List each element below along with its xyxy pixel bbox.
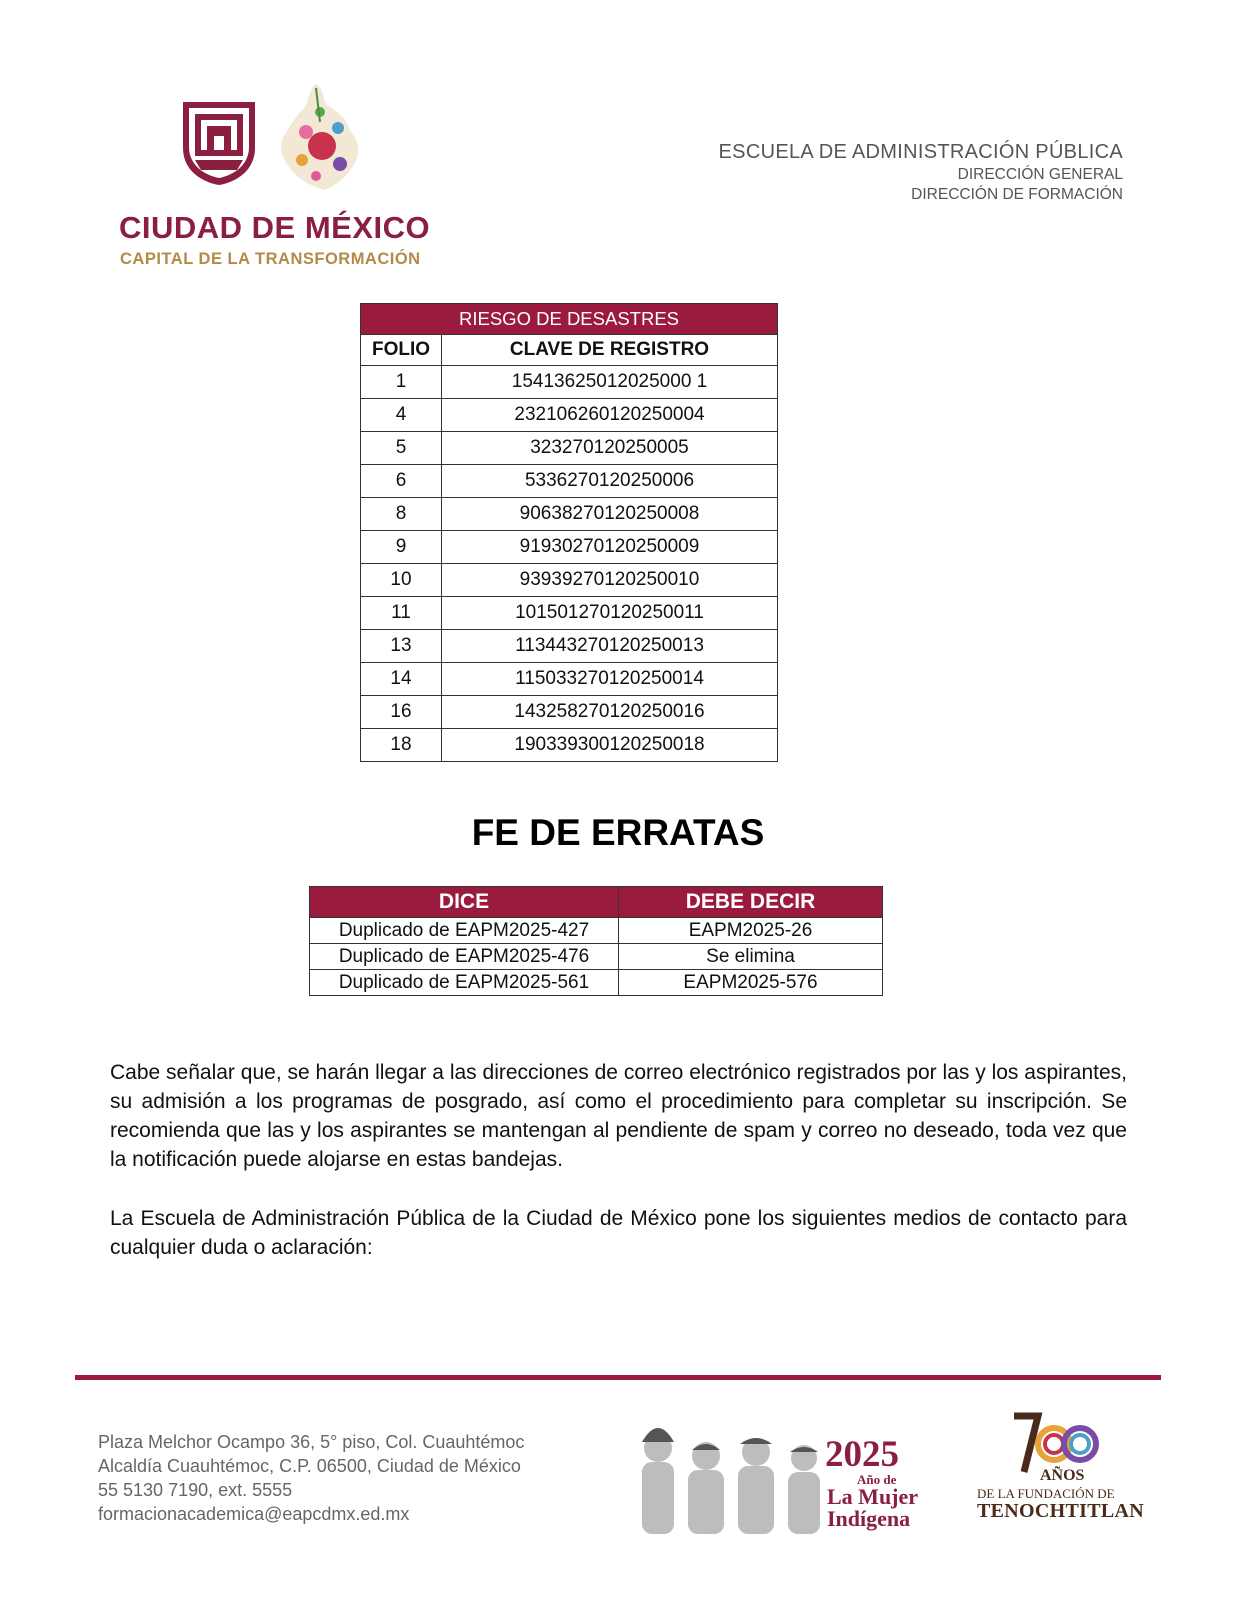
riesgo-row: [361, 432, 778, 465]
folio-cell: 11: [361, 597, 442, 630]
dice-cell: Duplicado de EAPM2025-427: [310, 918, 619, 944]
aniv-tenochtitlan: TENOCHTITLAN: [977, 1500, 1144, 1522]
folio-cell: 1: [361, 366, 442, 399]
dice-cell: Duplicado de EAPM2025-561: [310, 970, 619, 996]
col-header-clave: CLAVE DE REGISTRO: [442, 335, 778, 366]
indigenous-women-illustration: [628, 1414, 838, 1534]
erratas-table: [309, 886, 883, 996]
riesgo-row: [361, 729, 778, 762]
folio-cell: 16: [361, 696, 442, 729]
col-header-debe-decir: DEBE DECIR: [619, 887, 883, 918]
clave-cell: 90638270120250008: [442, 498, 778, 531]
org-name: ESCUELA DE ADMINISTRACIÓN PÚBLICA: [718, 141, 1123, 163]
folio-cell: 5: [361, 432, 442, 465]
riesgo-row: [361, 564, 778, 597]
org-header: [719, 141, 1123, 204]
clave-cell: 232106260120250004: [442, 399, 778, 432]
folio-cell: 14: [361, 663, 442, 696]
folio-cell: 9: [361, 531, 442, 564]
riesgo-table-title: RIESGO DE DESASTRES: [361, 304, 778, 335]
riesgo-row: [361, 465, 778, 498]
phone-number: 55 5130 7190, ext. 5555: [98, 1480, 293, 1500]
aniv-anos: AÑOS: [1040, 1467, 1085, 1484]
clave-cell: 101501270120250011: [442, 597, 778, 630]
riesgo-row: [361, 630, 778, 663]
debe-decir-cell: EAPM2025-26: [619, 918, 883, 944]
clave-cell: 323270120250005: [442, 432, 778, 465]
riesgo-row: [361, 399, 778, 432]
folio-cell: 6: [361, 465, 442, 498]
folio-cell: 18: [361, 729, 442, 762]
brand-name: CIUDAD DE MÉXICO: [119, 210, 431, 245]
body-paragraph-contact: La Escuela de Administración Pública de la Ciudad de México pone los siguientes medios de contacto para cualquier duda o aclaración:: [110, 1207, 1127, 1259]
folio-cell: 8: [361, 498, 442, 531]
clave-cell: 93939270120250010: [442, 564, 778, 597]
org-sub-general: DIRECCIÓN GENERAL: [957, 166, 1123, 183]
debe-decir-cell: Se elimina: [619, 944, 883, 970]
email-link[interactable]: formacionacademica@eapcdmx.ed.mx: [98, 1504, 410, 1524]
clave-cell: 115033270120250014: [442, 663, 778, 696]
errata-row: [310, 970, 883, 996]
col-header-folio: FOLIO: [361, 335, 442, 366]
riesgo-row: [361, 366, 778, 399]
footer-divider: [75, 1375, 1161, 1380]
address-line-2: Alcaldía Cuauhtémoc, C.P. 06500, Ciudad de México: [98, 1456, 521, 1476]
riesgo-table: [360, 303, 778, 762]
cdmx-map-logo: [276, 82, 364, 192]
clave-cell: 91930270120250009: [442, 531, 778, 564]
col-header-dice: DICE: [310, 887, 619, 918]
clave-cell: 113443270120250013: [442, 630, 778, 663]
folio-cell: 10: [361, 564, 442, 597]
cdmx-shield-logo: [181, 100, 257, 186]
footer-address: [98, 1430, 524, 1526]
aniv-fundacion: DE LA FUNDACIÓN DE: [977, 1486, 1115, 1501]
erratas-table-body: [310, 918, 883, 996]
mujer-text-ano: Año de: [857, 1472, 897, 1487]
riesgo-row: [361, 696, 778, 729]
clave-cell: 143258270120250016: [442, 696, 778, 729]
riesgo-row: [361, 531, 778, 564]
brand-subtitle: CAPITAL DE LA TRANSFORMACIÓN: [120, 250, 421, 268]
mujer-text-la-mujer: La Mujer: [827, 1484, 919, 1509]
body-paragraph-admission: Cabe señalar que, se harán llegar a las direcciones de correo electrónico registrados por las y los aspirantes, su admisión a los programas de posgrado, así como el procedimiento para completar su inscripción. Se recomienda que las y los aspirantes se mantengan al pendiente de spam y correo no deseado, toda vez que la notificación puede alojarse en estas bandejas.: [110, 1061, 1127, 1171]
clave-cell: 5336270120250006: [442, 465, 778, 498]
mujer-text-indigena: Indígena: [827, 1506, 911, 1531]
address-line-1: Plaza Melchor Ocampo 36, 5° piso, Col. Cuauhtémoc: [98, 1432, 525, 1452]
debe-decir-cell: EAPM2025-576: [619, 970, 883, 996]
riesgo-row: [361, 597, 778, 630]
dice-cell: Duplicado de EAPM2025-476: [310, 944, 619, 970]
errata-row: [310, 918, 883, 944]
clave-cell: 15413625012025000 1: [442, 366, 778, 399]
folio-cell: 4: [361, 399, 442, 432]
riesgo-row: [361, 663, 778, 696]
riesgo-table-body: [361, 366, 778, 762]
errata-row: [310, 944, 883, 970]
mujer-year: 2025: [825, 1434, 899, 1475]
org-sub-formacion: DIRECCIÓN DE FORMACIÓN: [911, 186, 1123, 203]
clave-cell: 190339300120250018: [442, 729, 778, 762]
folio-cell: 13: [361, 630, 442, 663]
fe-de-erratas-title: FE DE ERRATAS: [471, 812, 765, 853]
riesgo-row: [361, 498, 778, 531]
